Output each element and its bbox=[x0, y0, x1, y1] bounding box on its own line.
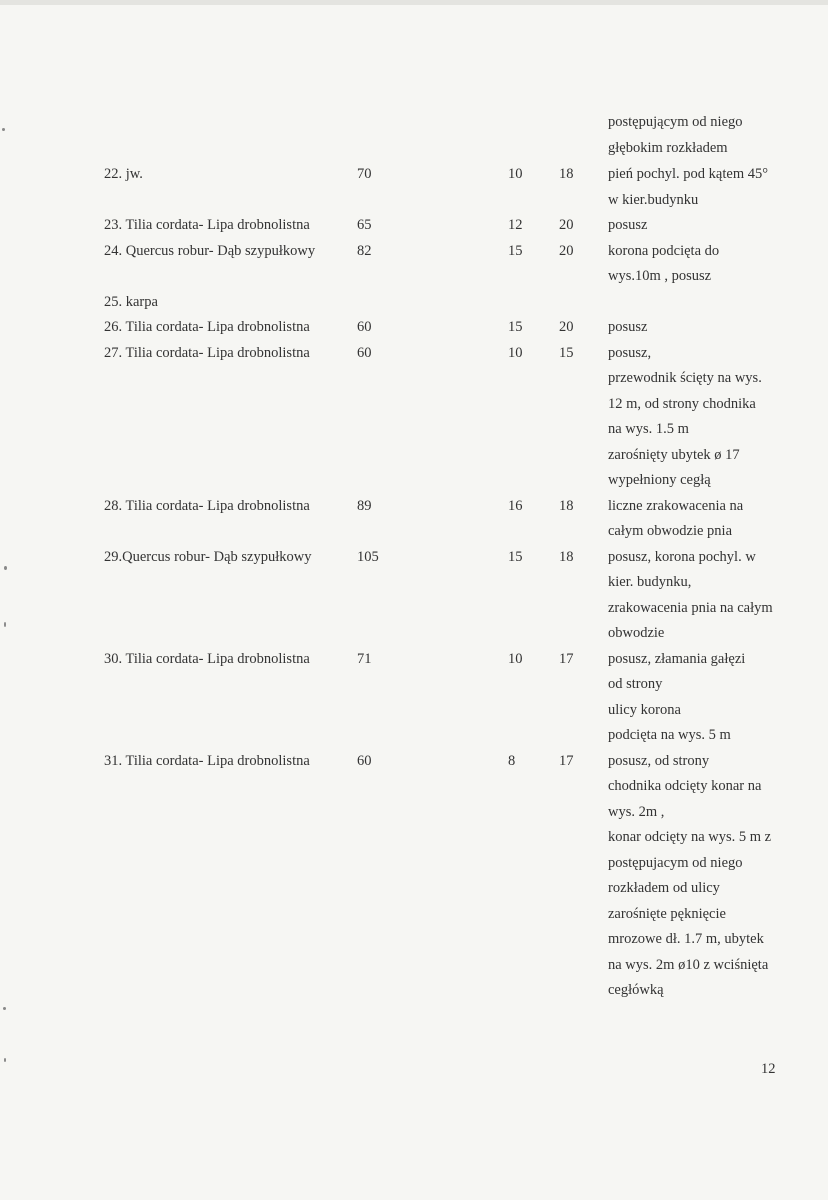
condition-note-line: posusz, złamania gałęzi bbox=[608, 650, 746, 667]
scan-speck bbox=[4, 622, 6, 627]
crown-width-cell: 20 bbox=[559, 242, 574, 259]
tree-species-cell: 25. karpa bbox=[104, 293, 158, 310]
scan-speck bbox=[3, 1007, 6, 1010]
condition-note-line: podcięta na wys. 5 m bbox=[608, 727, 731, 743]
crown-width-cell: 20 bbox=[559, 319, 574, 335]
crown-width-cell: 20 bbox=[559, 217, 574, 233]
tree-species-cell: 31. Tilia cordata- Lipa drobnolistna bbox=[104, 752, 310, 769]
condition-note-line: na wys. 1.5 m bbox=[608, 421, 689, 437]
tree-species-cell: 24. Quercus robur- Dąb szypułkowy bbox=[104, 242, 316, 259]
tree-height-cell: 10 bbox=[508, 166, 523, 182]
trunk-circumference-cell: 82 bbox=[357, 242, 372, 259]
crown-width-cell: 15 bbox=[559, 344, 574, 361]
tree-species-cell: 26. Tilia cordata- Lipa drobnolistna bbox=[104, 319, 310, 335]
crown-width-cell: 18 bbox=[559, 166, 574, 182]
tree-species-cell: 22. jw. bbox=[104, 166, 143, 182]
page-top-edge bbox=[0, 0, 828, 5]
condition-note-line: liczne zrakowacenia na bbox=[608, 497, 744, 514]
tree-species-cell: 30. Tilia cordata- Lipa drobnolistna bbox=[104, 650, 310, 667]
page-number: 12 bbox=[761, 1061, 776, 1077]
scan-speck bbox=[4, 566, 7, 570]
trunk-circumference-cell: 60 bbox=[357, 344, 372, 361]
crown-width-cell: 17 bbox=[559, 752, 574, 769]
condition-note-line: posusz, korona pochyl. w bbox=[608, 548, 756, 565]
tree-species-cell: 29.Quercus robur- Dąb szypułkowy bbox=[104, 548, 312, 565]
condition-note-line: chodnika odcięty konar na bbox=[608, 778, 762, 794]
tree-species-cell: 23. Tilia cordata- Lipa drobnolistna bbox=[104, 217, 310, 233]
condition-note-line: kier. budynku, bbox=[608, 574, 692, 590]
tree-height-cell: 12 bbox=[508, 217, 523, 233]
condition-note-line: ulicy korona bbox=[608, 701, 681, 718]
trunk-circumference-cell: 89 bbox=[357, 497, 372, 514]
scan-speck bbox=[4, 1058, 6, 1062]
condition-note-line: mrozowe dł. 1.7 m, ubytek bbox=[608, 931, 764, 947]
carryover-note-line: głębokim rozkładem bbox=[608, 140, 728, 156]
tree-height-cell: 15 bbox=[508, 548, 523, 565]
tree-height-cell: 15 bbox=[508, 242, 523, 259]
condition-note-line: pień pochyl. pod kątem 45° bbox=[608, 166, 769, 182]
condition-note-line: postępujacym od niego bbox=[608, 854, 743, 871]
carryover-note-line: postępującym od niego bbox=[608, 114, 743, 130]
tree-height-cell: 10 bbox=[508, 344, 523, 361]
condition-note-line: zarośnięte pęknięcie bbox=[608, 905, 726, 922]
condition-note-line: rozkładem od ulicy bbox=[608, 880, 720, 896]
condition-note-line: korona podcięta do bbox=[608, 242, 720, 259]
condition-note-line: obwodzie bbox=[608, 625, 665, 641]
condition-note-line: wys. 2m , bbox=[608, 803, 665, 820]
condition-note-line: zrakowacenia pnia na całym bbox=[608, 599, 773, 616]
tree-height-cell: 15 bbox=[508, 319, 523, 335]
tree-height-cell: 8 bbox=[508, 752, 516, 769]
condition-note-line: cegłówką bbox=[608, 982, 664, 998]
condition-note-line: posusz bbox=[608, 319, 648, 335]
crown-width-cell: 18 bbox=[559, 548, 574, 565]
crown-width-cell: 18 bbox=[559, 497, 574, 514]
condition-note-line: posusz, od strony bbox=[608, 752, 710, 769]
condition-note-line: posusz, bbox=[608, 344, 652, 361]
tree-species-cell: 28. Tilia cordata- Lipa drobnolistna bbox=[104, 497, 310, 514]
tree-species-cell: 27. Tilia cordata- Lipa drobnolistna bbox=[104, 344, 310, 361]
condition-note-line: od strony bbox=[608, 676, 663, 692]
condition-note-line: wys.10m , posusz bbox=[608, 268, 712, 284]
condition-note-line: 12 m, od strony chodnika bbox=[608, 395, 756, 412]
trunk-circumference-cell: 60 bbox=[357, 752, 372, 769]
condition-note-line: konar odcięty na wys. 5 m z bbox=[608, 829, 772, 845]
scan-speck bbox=[2, 128, 5, 131]
condition-note-line: w kier.budynku bbox=[608, 191, 699, 208]
condition-note-line: wypełniony cegłą bbox=[608, 472, 711, 488]
tree-height-cell: 16 bbox=[508, 497, 523, 514]
crown-width-cell: 17 bbox=[559, 650, 574, 667]
condition-note-line: zarośnięty ubytek ø 17 bbox=[608, 446, 740, 463]
trunk-circumference-cell: 65 bbox=[357, 217, 372, 233]
condition-note-line: przewodnik ścięty na wys. bbox=[608, 370, 762, 386]
trunk-circumference-cell: 60 bbox=[357, 319, 372, 335]
trunk-circumference-cell: 105 bbox=[357, 548, 379, 565]
trunk-circumference-cell: 70 bbox=[357, 166, 372, 182]
tree-height-cell: 10 bbox=[508, 650, 523, 667]
condition-note-line: posusz bbox=[608, 217, 648, 233]
condition-note-line: całym obwodzie pnia bbox=[608, 523, 733, 539]
trunk-circumference-cell: 71 bbox=[357, 650, 372, 667]
condition-note-line: na wys. 2m ø10 z wciśnięta bbox=[608, 956, 769, 973]
